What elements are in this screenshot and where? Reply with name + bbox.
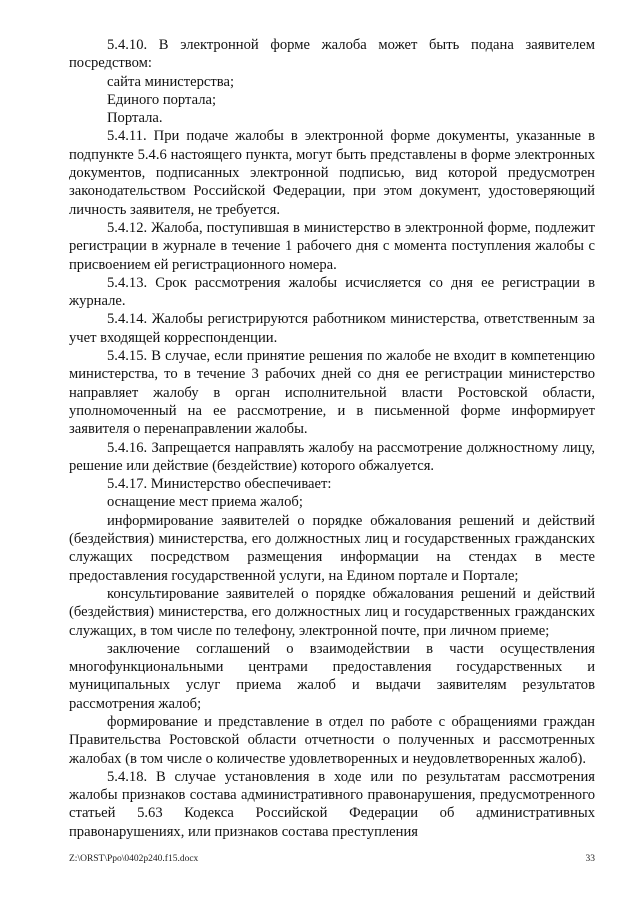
list-item-agreements: заключение соглашений о взаимодействии в части осуществления многофункциональными центрами предоставления государственных и муниципальных услуг приема жалоб и выдачи заявителям результатов рассмотрения жалоб; bbox=[69, 640, 595, 712]
list-item-reporting: формирование и представление в отдел по работе с обращениями граждан Правительства Ростовской области отчетности о полученных и рассмотренных жалобах (в том числе о количестве удовлетворенных и неудовлетворенных жалоб). bbox=[69, 713, 595, 767]
list-item-unified-portal: Единого портала; bbox=[107, 91, 217, 108]
paragraph-5-4-10: 5.4.10. В электронной форме жалоба может быть подана заявителем посредством: bbox=[69, 37, 595, 72]
list-item-consulting: консультирование заявителей о порядке обжалования решений и действий (бездействия) министерства, его должностных лиц и государственных гражданских служащих, в том числе по телефону, электронной почте, при личном приеме; bbox=[69, 585, 595, 639]
paragraph-5-4-18: 5.4.18. В случае установления в ходе или по результатам рассмотрения жалобы признаков состава административного правонарушения, предусмотренного статьей 5.63 Кодекса Российской Федерации об административных правонарушениях, или признаков состава преступления bbox=[69, 768, 595, 840]
document-body bbox=[69, 36, 595, 841]
paragraph-5-4-16: 5.4.16. Запрещается направлять жалобу на рассмотрение должностному лицу, решение или действие (бездействие) которого обжалуется. bbox=[69, 439, 595, 474]
file-path: Z:\ORST\Ppo\0402p240.f15.docx bbox=[69, 854, 199, 864]
page-number: 33 bbox=[585, 854, 595, 864]
paragraph-5-4-15: 5.4.15. В случае, если принятие решения по жалобе не входит в компетенцию министерства, то в течение 3 рабочих дней со дня ее регистрации министерство направляет жалобу в орган исполнительной власти Ростовской области, уполномоченный на ее рассмотрение, и в письменной форме информирует заявителя о перенаправлении жалобы. bbox=[69, 348, 595, 438]
list-item-portal: Портала. bbox=[107, 110, 163, 127]
paragraph-5-4-11: 5.4.11. При подаче жалобы в электронной форме документы, указанные в подпункте 5.4.6 настоящего пункта, могут быть представлены в форме электронных документов, подписанных электронной подписью, вид которой предусмотрен законодательством Российской Федерации, при этом документ, удостоверяющий личность заявителя, не требуется. bbox=[69, 128, 595, 218]
paragraph-5-4-12: 5.4.12. Жалоба, поступившая в министерство в электронной форме, подлежит регистрации в журнале в течение 1 рабочего дня с момента поступления жалобы с присвоением ей регистрационного номера. bbox=[69, 219, 595, 273]
page-footer bbox=[69, 854, 595, 864]
paragraph-5-4-14: 5.4.14. Жалобы регистрируются работником министерства, ответственным за учет входящей корреспонденции. bbox=[69, 311, 595, 346]
list-item-ministry-site: сайта министерства; bbox=[107, 73, 235, 90]
list-item-informing: информирование заявителей о порядке обжалования решений и действий (бездействия) министерства, его должностных лиц и государственных гражданских служащих посредством размещения информации на стендах в месте предоставления государственной услуги, на Едином портале и Портале; bbox=[69, 512, 595, 584]
list-item-equipment: оснащение мест приема жалоб; bbox=[107, 494, 303, 511]
paragraph-5-4-17: 5.4.17. Министерство обеспечивает: bbox=[107, 476, 332, 493]
paragraph-5-4-13: 5.4.13. Срок рассмотрения жалобы исчисляется со дня ее регистрации в журнале. bbox=[69, 274, 595, 310]
